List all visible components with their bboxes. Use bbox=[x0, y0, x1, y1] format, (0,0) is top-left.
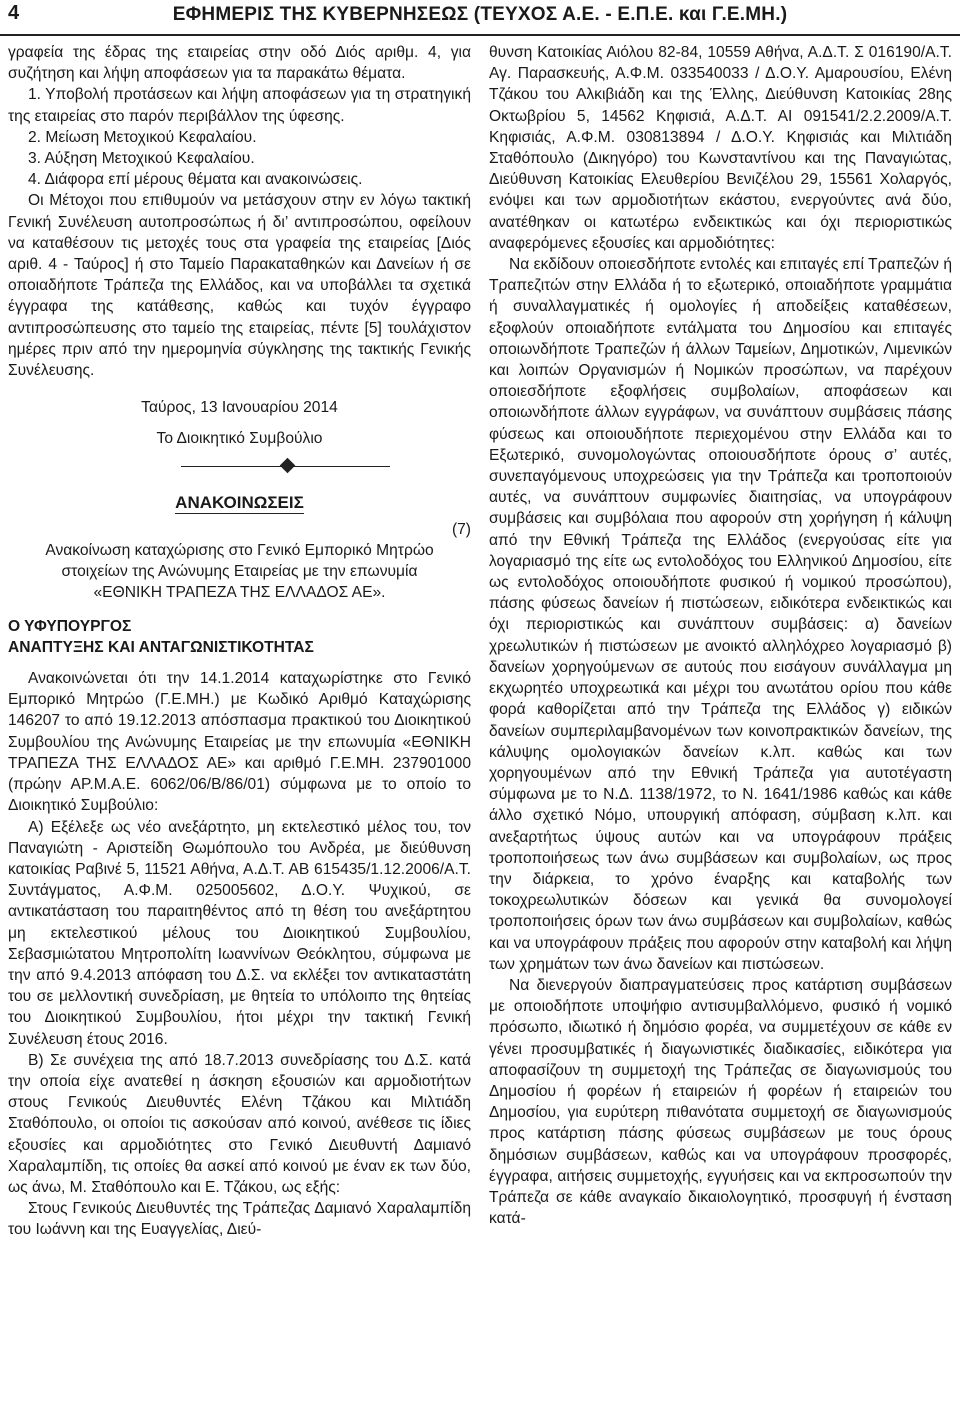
agenda-item-4: 4. Διάφορα επί μέρους θέματα και ανακοινώσεις. bbox=[28, 171, 363, 189]
paragraph-addresses: θυνση Κατοικίας Αιόλου 82-84, 10559 Αθήνα, Α.Δ.Τ. Σ 016190/Α.Τ. Αγ. Παρασκευής, Α.Φ.Μ. 033540033 / Δ.Ο.Υ. Αμαρουσίου, Ελένη Τζάκου του Αλκιβιάδη και της Έλλης, Διεύθυνση Κατοικίας 28ης Οκτωβρίου 5, 14562 Κηφισιά, Α.Δ.Τ. ΑΙ 091541/2.2.2009/Α.Τ. Κηφισιάς, Α.Φ.Μ. 030813894 / Δ.Ο.Υ. Κηφισιάς και Μιλτιάδη Σταθόπουλο (Δικηγόρο) του Κωνσταντίνου και της Παναγιώτας, Διεύθυνση Κατοικίας Ελευθερίου Βενιζέλου 29, 15561 Χολαργός, ενόψει και των αρμοδιοτήτων εκάστου, ενεργούντες ανά δύο, ανατέθηκαν οι κατωτέρω ενδεικτικώς και όχι περιοριστικώς αναφερόμενες εξουσίες και αρμοδιότητες: bbox=[489, 44, 952, 252]
paragraph-registration: Ανακοινώνεται ότι την 14.1.2014 καταχωρίστηκε στο Γενικό Εμπορικό Μητρώο (Γ.Ε.ΜΗ.) με Κωδικό Αριθμό Καταχώρισης 146207 το από 19.12.2013 απόσπασμα πρακτικού του Διοικητικού Συμβουλίου της Ανώνυμης Εταιρείας με την επωνυμία «ΕΘΝΙΚΗ ΤΡΑΠΕΖΑ ΤΗΣ ΕΛΛΑΔΟΣ ΑΕ» και αριθμό Γ.Ε.ΜΗ. 237901000 (πρώην ΑΡ.Μ.Α.Ε. 6062/06/Β/86/01) σύμφωνα με το οποίο το Διοικητικό Συμβούλιο: bbox=[8, 670, 471, 815]
section-title: ΑΝΑΚΟΙΝΩΣΕΙΣ bbox=[175, 492, 304, 512]
signature-block bbox=[8, 397, 471, 449]
agenda-item-3: 3. Αύξηση Μετοχικού Κεφαλαίου. bbox=[28, 150, 255, 168]
ornament-divider bbox=[8, 456, 471, 478]
signature-body: Το Διοικητικό Συμβούλιο bbox=[156, 430, 323, 448]
right-column bbox=[489, 42, 952, 1229]
paragraph-a: Α) Εξέλεξε ως νέο ανεξάρτητο, μη εκτελεστικό μέλος του, τον Παναγιώτη - Αριστείδη Θωμόπουλο του Ανδρέα, με διεύθυνση κατοικίας Ραβινέ 5, 11521 Αθήνα, Α.Δ.Τ. ΑΒ 615435/1.12.2006/Α.Τ. Συντάγματος, Α.Φ.Μ. 025005602, Δ.Ο.Υ. Ψυχικού, σε αντικατάσταση του παραιτηθέντος από τη θέση του ανεξάρτητου μη εκτελεστικού μέλους του Διοικητικού Συμβουλίου, Σεβασμιώτατου Μητροπολίτη Ιωαννίνων Θεόκλητου, σύμφωνα με την από 9.4.2013 απόφαση του Δ.Σ. να εκλέξει τον αντικαταστάτη του σε μελλοντική συνεδρίαση, με θητεία το υπόλοιπο της θητείας του Διοικητικού Συμβουλίου, ήτοι μέχρι την τακτική Γενική Συνέλευση έτους 2016. bbox=[8, 818, 471, 1048]
agenda-item-1: 1. Υποβολή προτάσεων και λήψη αποφάσεων για τη στρατηγική της εταιρείας στο παρόν περιβάλλον της ύφεσης. bbox=[8, 86, 471, 125]
notice-title-line-2: στοιχείων της Ανώνυμης Εταιρείας με την επωνυμία bbox=[61, 563, 418, 581]
page-header bbox=[0, 0, 960, 40]
paragraph-intro: γραφεία της έδρας της εταιρείας στην οδό Διός αριθμ. 4, για συζήτηση και λήψη αποφάσεων για τα παρακάτω θέματα. bbox=[8, 44, 471, 83]
signature-date: Ταύρος, 13 Ιανουαρίου 2014 bbox=[141, 399, 338, 417]
item-number: (7) bbox=[451, 520, 471, 538]
left-column bbox=[8, 42, 471, 1241]
paragraph-shareholders: Οι Μέτοχοι που επιθυμούν να μετάσχουν στην εν λόγω τακτική Γενική Συνέλευση αυτοπροσώπως ή δι’ αντιπροσώπου, οφείλουν να καταθέσουν τις μετοχές τους στα γραφεία της εταιρείας [Διός αριθ. 4 - Ταύρος] ή στο Ταμείο Παρακαταθηκών και Δανείων ή σε οποιαδήποτε Τράπεζα της Ελλάδος, και να υποβάλλει τα σχετικά έγγραφα της κατάθεσης, καθώς και τυχόν έγγραφο αντιπροσώπευσης στο ταμείο της εταιρείας, πέντε [5] τουλάχιστον ημέρες πριν από την ημερομηνία σύγκλησης της τακτικής Γενικής Συνέλευσης. bbox=[8, 192, 471, 380]
paragraph-general-managers: Στους Γενικούς Διευθυντές της Τράπεζας Δαμιανό Χαραλαμπίδη του Ιωάννη και της Ευαγγελίας, Διεύ- bbox=[8, 1200, 471, 1239]
notice-title-line-3: «ΕΘΝΙΚΗ ΤΡΑΠΕΖΑ ΤΗΣ ΕΛΛΑΔΟΣ ΑΕ». bbox=[93, 584, 386, 602]
agenda-item-2: 2. Μείωση Μετοχικού Κεφαλαίου. bbox=[28, 128, 257, 146]
paragraph-negotiations: Να διενεργούν διαπραγματεύσεις προς κατάρτιση συμβάσεων με οποιοδήποτε υποψήφιο αντισυμβαλλόμενο, φυσικό ή νομικό πρόσωπο, ιδιωτικό ή δημόσιο φορέα, να συμμετέχουν σε κάθε εν γένει προσυμβατικές ή διαγωνιστικές διαδικασίες, ειδικότερα για αποφασίζουν τη συμμετοχή της Τράπεζας σε διαγωνισμούς του Δημοσίου ή φορέων ή εταιρειών ή φορέων ή εταιρειών του Δημοσίου, για ευρύτερη πιθανότατα συμμετοχή σε διαγωνισμούς προς κατάρτιση πάσης φύσεως συμβάσεων με τους όρους δημόσιων συμβάσεων, καθώς και να υπογράφουν προσφορές, έγγραφα, αιτήσεις συμμετοχής, εγγυήσεις και να εκπροσωπούν την Τράπεζα σε κάθε αναγκαίο δικαιολογητικό, προσφυγή ή ένσταση κατά- bbox=[489, 976, 952, 1228]
header-rule bbox=[0, 34, 960, 36]
authority-title-1: Ο ΥΦΥΠΟΥΡΓΟΣ bbox=[8, 617, 132, 635]
authority-title-2: ΑΝΑΠΤΥΞΗΣ ΚΑΙ ΑΝΤΑΓΩΝΙΣΤΙΚΟΤΗΤΑΣ bbox=[8, 638, 314, 656]
journal-title: ΕΦΗΜΕΡΙΣ ΤΗΣ ΚΥΒΕΡΝΗΣΕΩΣ (ΤΕΥΧΟΣ Α.Ε. - Ε.Π.Ε. και Γ.Ε.ΜΗ.) bbox=[172, 4, 788, 25]
page-number: 4 bbox=[8, 2, 20, 24]
notice-title-line-1: Ανακοίνωση καταχώρισης στο Γενικό Εμπορικό Μητρώο bbox=[45, 542, 434, 560]
paragraph-b: Β) Σε συνέχεια της από 18.7.2013 συνεδρίασης του Δ.Σ. κατά την οποία είχε ανατεθεί η άσκηση εξουσιών και αρμοδιοτήτων στους Γενικούς Διευθυντές Ελένη Τζάκου και Μιλτιάδη Σταθόπουλο, οι οποίοι τις ασκούσαν από κοινού, ανέθεσε τις ίδιες εξουσίες και αρμοδιότητες στο Γενικό Διευθυντή Δαμιανό Χαραλαμπίδη, τις οποίες θα ασκεί από κοινού με έναν εκ των δύο, ως άνω, Μ. Σταθόπουλο και Ε. Τζάκου, ως εξής: bbox=[8, 1051, 471, 1196]
paragraph-powers: Να εκδίδουν οποιεσδήποτε εντολές και επιταγές επί Τραπεζών ή Τραπεζιτών στην Ελλάδα ή το εξωτερικό, οποιαδήποτε γραμμάτια ή συναλλαγματικές ή ομολογίες ή αποδείξεις καταθέσεων, εξοφλούν οποιαδήποτε εντάλματα του Δημοσίου και επιταγές οποιωνδήποτε Τραπεζών ή άλλων Ταμείων, Δημοτικών, Λιμενικών και λοιπών Οργανισμών ή Νομικών προσώπων, να παρέχουν οποιεσδήποτε εξοφλήσεις συμβολαίων, αποφάσεων και οποιωνδήποτε άλλων εγγράφων, να συνάπτουν συμβάσεις πάσης φύσεως και οποιουδήποτε περιεχομένου στην Ελλάδα και το Εξωτερικό, συνομολογώντας οποιουσδήποτε όρους σ’ αυτές, συνεπαγόμενους υποχρεώσεις για την Τράπεζα και τροποποιούν αυτές, να συνάπτουν συμφωνίες διαιτησίας, να υπογράφουν συμβάσεις και συμβόλαια που αφορούν στη χορήγηση ή κάλυψη από την Εθνική Τράπεζα της Ελλάδος (ενεργούσας είτε για λογαριασμό της είτε ως εντολοδόχος του Ελληνικού Δημοσίου, είτε ως εντολοδόχος οποιουδήποτε φυσικού ή νομικού προσώπου), πάσης φύσεως δανείων ή πιστώσεων, ειδικότερα ενδεικτικώς και όχι περιοριστικώς και συνάπτουν συμβάσεις: α) δανείων χρεωλυτικών ή πιστώσεων με ανοικτό αλληλόχρεο λογαριασμό β) δανείων χορηγούμενων σε αυτούς που εισάγουν συνάλλαγμα μη εκχωρητέο υποχρεωτικά και μέχρι του ανωτάτου ορίου που κάθε φορά καθορίζεται από την Τράπεζα της Ελλάδος γ) ειδικών δανείων συμπεριλαμβανομένων των κοινοπρακτικών δανείων, της κάλυψης ομολογιακών δανείων κ.λπ. καθώς και των χορηγουμένων από την Εθνική Τράπεζα για αυτοτέγαστη σύμφωνα με το Ν.Δ. 1138/1972, το Ν. 1641/1986 καθώς και κάθε άλλο σχετικό Νόμο, υπουργική απόφαση, σύμβαση κ.λπ. και ανεξαρτήτως ύψους αυτών και να υπογράφουν πράξεις τροποποιήσεως των άνω συμβάσεων και συμβολαίων, ως προς την διάρκεια, το χρόνο έναρξης και καταβολής των τοκοχρεωλυτικών δόσεων και γενικά θα συνομολογεί τροποποιήσεις όρων των άνω συμβάσεων και συμβολαίων, καθώς και να υπογράφουν πράξεις που αφορούν στην καταβολή και λήψη των χρημάτων των άνω δανείων και πιστώσεων. bbox=[489, 256, 952, 973]
